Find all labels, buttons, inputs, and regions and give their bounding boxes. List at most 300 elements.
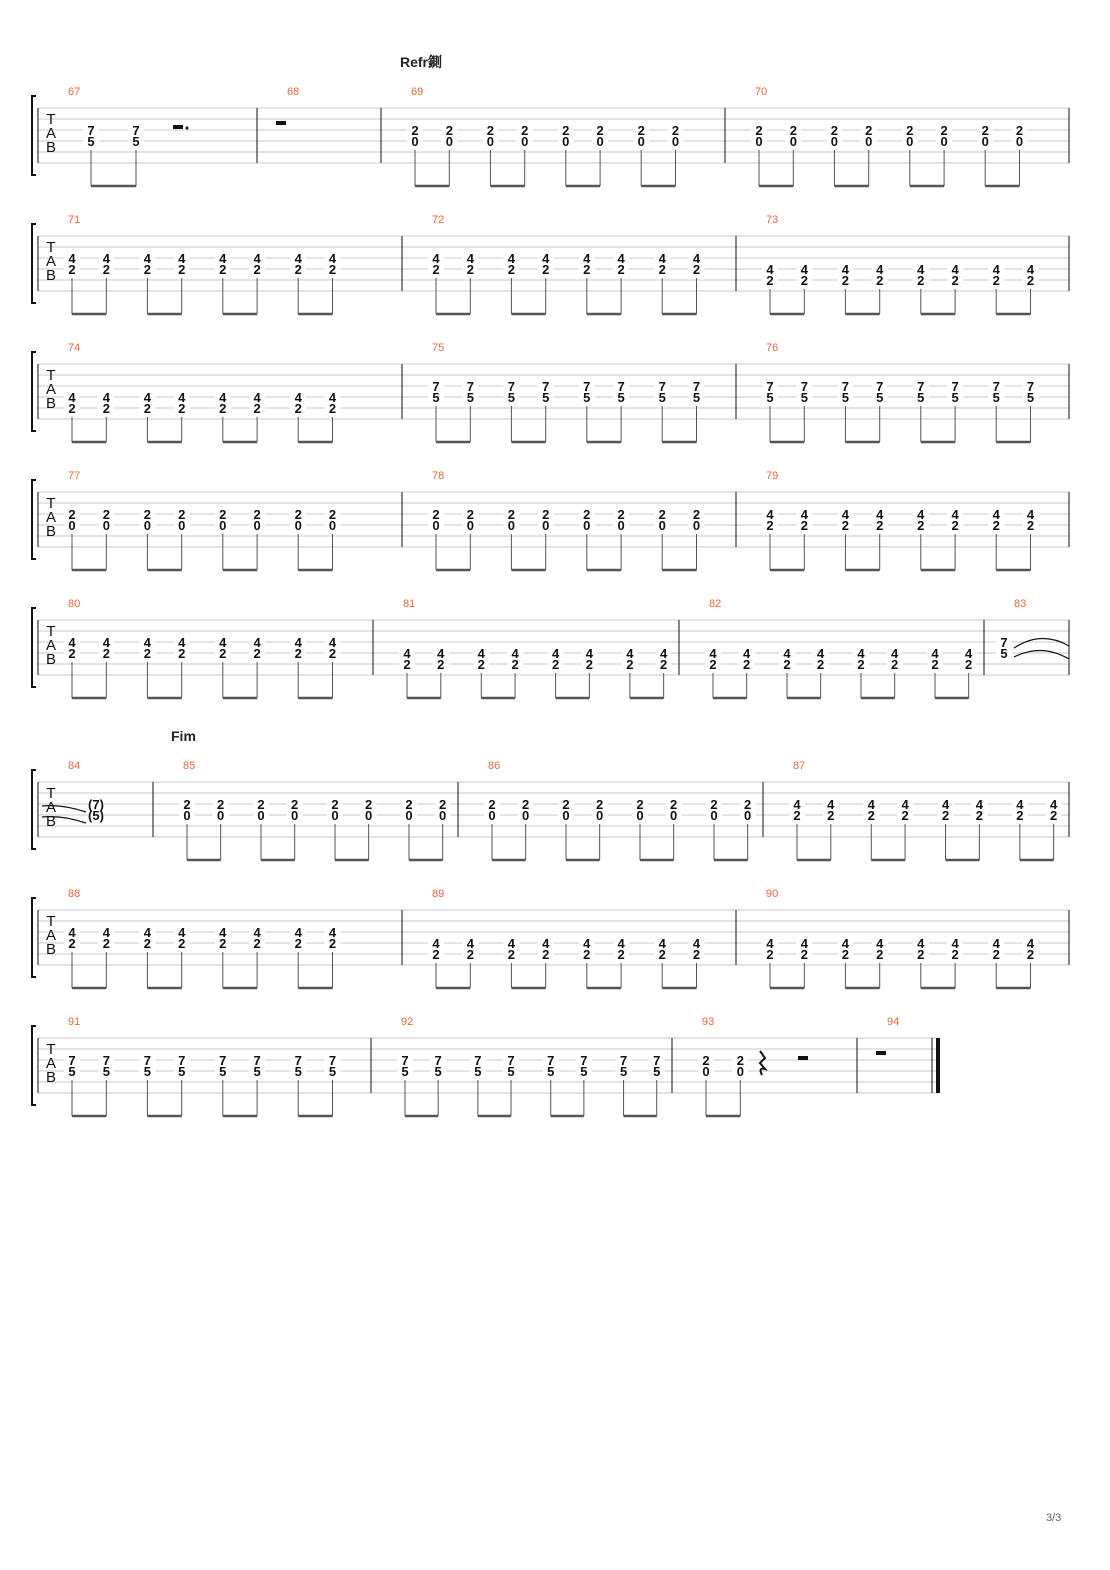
fret-number: 2 <box>511 657 519 672</box>
fret-number: 2 <box>981 123 989 138</box>
fret-number: 4 <box>992 262 1000 277</box>
fret-number: 4 <box>328 925 337 940</box>
tab-clef-letter: A <box>45 253 57 270</box>
half-rest <box>173 125 183 129</box>
fret-number: 0 <box>432 518 440 533</box>
fret-number: 4 <box>294 925 302 940</box>
measure-number: 87 <box>793 760 806 772</box>
fret-number: 2 <box>253 936 261 951</box>
half-rest <box>798 1056 808 1060</box>
fret-number: 2 <box>670 797 678 812</box>
fret-number: 2 <box>931 657 939 672</box>
fret-number: 2 <box>328 507 337 522</box>
fret-number: 2 <box>992 518 1000 533</box>
fret-number: 0 <box>522 808 530 823</box>
fret-number: 4 <box>511 646 519 661</box>
fret-number: 2 <box>671 123 680 138</box>
fret-number: 0 <box>183 808 191 823</box>
fret-number: 5 <box>547 1064 555 1079</box>
fret-number: 5 <box>401 1064 409 1079</box>
fret-number: 2 <box>766 947 774 962</box>
fret-number: 5 <box>876 390 884 405</box>
fret-number: 0 <box>562 134 570 149</box>
fret-number: 5 <box>580 1064 588 1079</box>
fret-number: 2 <box>219 507 227 522</box>
fret-number: 2 <box>876 518 884 533</box>
fret-number: 7 <box>542 379 550 394</box>
tab-clef-letter: B <box>45 651 57 668</box>
fret-number: 2 <box>583 947 591 962</box>
fret-number: 4 <box>466 251 474 266</box>
fret-number: 4 <box>585 646 593 661</box>
fret-number: 4 <box>1026 507 1035 522</box>
fret-number: 2 <box>975 808 983 823</box>
tab-clef-letter: B <box>45 1069 57 1086</box>
fret-number: 0 <box>1015 134 1024 149</box>
fret-number: 4 <box>253 390 261 405</box>
fret-number: 4 <box>692 936 701 951</box>
fret-number: 2 <box>841 273 850 288</box>
measure-number: 83 <box>1014 598 1027 610</box>
fret-number: 4 <box>68 390 76 405</box>
fret-number: 0 <box>596 808 604 823</box>
fret-number: 2 <box>658 947 666 962</box>
fret-number: 4 <box>178 925 186 940</box>
fret-number: 4 <box>102 390 110 405</box>
fret-number: 2 <box>583 507 591 522</box>
fret-number: 4 <box>841 936 850 951</box>
tab-clef-letter: T <box>46 111 56 128</box>
fret-number: 4 <box>143 925 152 940</box>
fret-number: 0 <box>445 134 453 149</box>
fret-number: 7 <box>328 1053 337 1068</box>
fret-number: 2 <box>830 123 839 138</box>
fret-number: 0 <box>521 134 529 149</box>
measure-number: 69 <box>411 86 424 98</box>
measure-number: 71 <box>68 214 81 226</box>
measure-number: 86 <box>488 760 501 772</box>
fret-number: 2 <box>710 797 718 812</box>
fret-number: 4 <box>143 251 152 266</box>
tab-clef-letter: B <box>45 813 57 830</box>
fret-number: 2 <box>766 518 774 533</box>
fret-number: 2 <box>466 262 474 277</box>
fret-number: 7 <box>658 379 666 394</box>
fret-number: 5 <box>841 390 850 405</box>
fret-number: 2 <box>437 657 445 672</box>
fret-number: 2 <box>294 401 302 416</box>
fret-number: 4 <box>1050 797 1058 812</box>
fret-number: 2 <box>68 401 76 416</box>
fret-number: 2 <box>1026 947 1035 962</box>
fret-number: 4 <box>507 936 516 951</box>
fret-number: 4 <box>253 635 261 650</box>
system-bracket <box>32 898 36 977</box>
fret-number: 2 <box>102 646 110 661</box>
fret-number: 5 <box>692 390 701 405</box>
fret-number: 4 <box>583 251 591 266</box>
fret-number: 2 <box>219 262 227 277</box>
fret-number: 0 <box>486 134 495 149</box>
fret-number: 2 <box>800 947 808 962</box>
fret-number: 4 <box>800 936 808 951</box>
fret-number: 2 <box>432 262 440 277</box>
fret-number: 5 <box>434 1064 442 1079</box>
fret-number: 2 <box>405 797 413 812</box>
fret-number: 2 <box>178 507 186 522</box>
tie-arc <box>1014 650 1069 659</box>
measure-number: 74 <box>68 342 81 354</box>
fret-number: 7 <box>434 1053 442 1068</box>
fret-number: 2 <box>521 123 529 138</box>
fret-number: 2 <box>793 808 801 823</box>
fret-number: 4 <box>841 262 850 277</box>
fret-number: 2 <box>488 797 496 812</box>
fret-number: 4 <box>253 251 261 266</box>
fret-number: 4 <box>800 262 808 277</box>
fret-number: 4 <box>328 251 337 266</box>
fret-number: 2 <box>709 657 717 672</box>
fret-number: 0 <box>411 134 419 149</box>
fret-number: 7 <box>143 1053 152 1068</box>
tab-clef-letter: B <box>45 395 57 412</box>
measure-number: 70 <box>755 86 768 98</box>
fret-number: 7 <box>992 379 1000 394</box>
fret-number: 2 <box>865 123 873 138</box>
fret-number: 2 <box>445 123 453 138</box>
fret-number: 2 <box>507 507 516 522</box>
tab-clef-letter: A <box>45 125 57 142</box>
measure-number: 88 <box>68 888 81 900</box>
fret-number: 2 <box>328 936 337 951</box>
tab-clef-letter: B <box>45 941 57 958</box>
fret-number: 5 <box>253 1064 261 1079</box>
fret-number: 2 <box>102 401 110 416</box>
measure-number: 72 <box>432 214 445 226</box>
whole-rest <box>276 121 286 125</box>
fret-number: 7 <box>507 1053 515 1068</box>
fret-number: 0 <box>68 518 76 533</box>
fret-number: 4 <box>766 262 774 277</box>
fret-number: 4 <box>551 646 560 661</box>
fret-number: 0 <box>830 134 839 149</box>
fret-number: 2 <box>365 797 373 812</box>
fret-number: 7 <box>253 1053 261 1068</box>
fret-number: 5 <box>766 390 774 405</box>
fret-number: 4 <box>965 646 973 661</box>
measure-number: 67 <box>68 86 81 98</box>
fret-number: 7 <box>766 379 774 394</box>
fret-number: 7 <box>102 1053 110 1068</box>
fret-number: 0 <box>562 808 570 823</box>
fret-number: 0 <box>637 134 645 149</box>
measure-number: 82 <box>709 598 722 610</box>
fret-number: 4 <box>975 797 983 812</box>
fret-number: 7 <box>401 1053 409 1068</box>
fret-number: 0 <box>940 134 948 149</box>
fret-number: 2 <box>507 947 516 962</box>
fret-number: 2 <box>917 273 925 288</box>
tab-clef-letter: T <box>46 913 56 930</box>
fret-number: (5) <box>88 808 104 823</box>
fret-number: 5 <box>68 1064 76 1079</box>
fret-number: 4 <box>709 646 717 661</box>
fret-number: 2 <box>178 401 186 416</box>
fret-number: 4 <box>931 646 939 661</box>
fret-number: 4 <box>68 925 76 940</box>
fret-number: 2 <box>68 507 76 522</box>
fret-number: 5 <box>294 1064 302 1079</box>
fret-number: 5 <box>653 1064 661 1079</box>
tab-clef-letter: T <box>46 623 56 640</box>
fret-number: 2 <box>432 947 440 962</box>
measure-number: 94 <box>887 1016 900 1028</box>
fret-number: 0 <box>365 808 373 823</box>
fret-number: 4 <box>617 936 625 951</box>
fret-number: 5 <box>617 390 625 405</box>
tab-clef-letter: A <box>45 637 57 654</box>
fret-number: 2 <box>941 808 950 823</box>
fret-number: 4 <box>219 251 227 266</box>
fret-number: 2 <box>178 936 186 951</box>
fret-number: 4 <box>432 936 440 951</box>
measure-number: 85 <box>183 760 196 772</box>
fret-number: 2 <box>617 507 625 522</box>
fret-number: 0 <box>291 808 299 823</box>
fret-number: 0 <box>488 808 496 823</box>
fret-number: 2 <box>178 262 186 277</box>
fret-number: 2 <box>940 123 948 138</box>
fret-number: 5 <box>328 1064 337 1079</box>
fret-number: 2 <box>658 507 666 522</box>
fret-number: 4 <box>917 936 925 951</box>
fret-number: 2 <box>951 947 959 962</box>
fret-number: 0 <box>617 518 625 533</box>
fret-number: (7) <box>88 797 104 812</box>
fret-number: 4 <box>658 251 666 266</box>
fret-number: 2 <box>486 123 495 138</box>
fret-number: 2 <box>755 123 763 138</box>
fret-number: 4 <box>617 251 625 266</box>
fret-number: 0 <box>102 518 110 533</box>
fret-number: 2 <box>876 273 884 288</box>
fret-number: 2 <box>965 657 973 672</box>
fret-number: 4 <box>626 646 634 661</box>
fret-number: 7 <box>1000 635 1008 650</box>
fret-number: 4 <box>294 635 302 650</box>
fret-number: 2 <box>143 507 152 522</box>
measure-number: 76 <box>766 342 779 354</box>
measure-number: 75 <box>432 342 445 354</box>
tab-clef-letter: B <box>45 267 57 284</box>
fret-number: 4 <box>102 251 110 266</box>
fret-number: 2 <box>507 262 516 277</box>
measure-number: 84 <box>68 760 81 772</box>
system-bracket <box>32 770 36 849</box>
fret-number: 2 <box>917 518 925 533</box>
fret-number: 2 <box>800 518 808 533</box>
fret-number: 7 <box>1026 379 1035 394</box>
fret-number: 0 <box>217 808 225 823</box>
fret-number: 0 <box>865 134 873 149</box>
fret-number: 0 <box>755 134 763 149</box>
fret-number: 7 <box>951 379 959 394</box>
fret-number: 4 <box>827 797 835 812</box>
fret-number: 0 <box>702 1064 710 1079</box>
fret-number: 2 <box>477 657 485 672</box>
fret-number: 2 <box>841 947 850 962</box>
tab-clef-letter: T <box>46 239 56 256</box>
fret-number: 2 <box>143 262 152 277</box>
fret-number: 0 <box>257 808 265 823</box>
fret-number: 7 <box>653 1053 661 1068</box>
fret-number: 5 <box>619 1064 628 1079</box>
fret-number: 2 <box>328 401 337 416</box>
fret-number: 4 <box>466 936 474 951</box>
fret-number: 0 <box>253 518 261 533</box>
fret-number: 2 <box>867 808 875 823</box>
fret-number: 2 <box>68 646 76 661</box>
fret-number: 7 <box>583 379 591 394</box>
tie-arc <box>1014 638 1069 648</box>
fret-number: 4 <box>817 646 825 661</box>
system-bracket <box>32 1026 36 1105</box>
fret-number: 7 <box>68 1053 76 1068</box>
fret-number: 4 <box>1026 262 1035 277</box>
fret-number: 4 <box>294 390 302 405</box>
tab-clef-letter: A <box>45 509 57 526</box>
fret-number: 5 <box>800 390 808 405</box>
fret-number: 5 <box>542 390 550 405</box>
system-bracket <box>32 224 36 303</box>
fret-number: 5 <box>102 1064 110 1079</box>
fret-number: 2 <box>692 507 701 522</box>
fret-number: 4 <box>178 251 186 266</box>
fret-number: 0 <box>671 134 680 149</box>
fret-number: 0 <box>583 518 591 533</box>
fret-number: 4 <box>891 646 899 661</box>
measure-number: 73 <box>766 214 779 226</box>
fret-number: 7 <box>219 1053 227 1068</box>
rest-dot <box>186 127 189 130</box>
fret-number: 2 <box>951 518 959 533</box>
measure-number: 80 <box>68 598 81 610</box>
fret-number: 4 <box>219 390 227 405</box>
fret-number: 2 <box>766 273 774 288</box>
fret-number: 5 <box>917 390 925 405</box>
fret-number: 2 <box>253 401 261 416</box>
fret-number: 2 <box>992 947 1000 962</box>
fret-number: 2 <box>294 936 302 951</box>
fret-number: 4 <box>793 797 801 812</box>
fret-number: 2 <box>917 947 925 962</box>
fret-number: 5 <box>1000 646 1008 661</box>
fret-number: 4 <box>951 507 959 522</box>
fret-number: 4 <box>876 262 884 277</box>
fret-number: 2 <box>800 273 808 288</box>
system-bracket <box>32 480 36 559</box>
section-label: Fim <box>171 728 196 744</box>
fret-number: 2 <box>102 936 110 951</box>
fret-number: 4 <box>403 646 411 661</box>
fret-number: 0 <box>906 134 914 149</box>
fret-number: 0 <box>405 808 413 823</box>
fret-number: 7 <box>547 1053 555 1068</box>
measure-number: 90 <box>766 888 779 900</box>
fret-number: 2 <box>736 1053 744 1068</box>
fret-number: 2 <box>294 646 302 661</box>
fret-number: 5 <box>132 134 140 149</box>
fret-number: 2 <box>294 507 302 522</box>
fret-number: 2 <box>219 936 227 951</box>
fret-number: 4 <box>102 925 110 940</box>
tab-clef-letter: T <box>46 785 56 802</box>
tab-clef-letter: A <box>45 799 57 816</box>
page-number: 3/3 <box>1046 1512 1062 1524</box>
fret-number: 7 <box>800 379 808 394</box>
tab-clef-letter: B <box>45 523 57 540</box>
fret-number: 2 <box>253 262 261 277</box>
fret-number: 2 <box>143 646 152 661</box>
measure-number: 81 <box>403 598 416 610</box>
fret-number: 2 <box>901 808 909 823</box>
fret-number: 2 <box>906 123 914 138</box>
fret-number: 0 <box>692 518 701 533</box>
fret-number: 2 <box>562 123 570 138</box>
fret-number: 2 <box>542 947 550 962</box>
fret-number: 2 <box>692 947 701 962</box>
fret-number: 0 <box>542 518 550 533</box>
fret-number: 2 <box>783 657 791 672</box>
fret-number: 4 <box>951 936 959 951</box>
fret-number: 4 <box>219 635 227 650</box>
fret-number: 2 <box>857 657 865 672</box>
fret-number: 7 <box>466 379 474 394</box>
fret-number: 7 <box>917 379 925 394</box>
fret-number: 0 <box>789 134 797 149</box>
fret-number: 2 <box>257 797 265 812</box>
fret-number: 2 <box>183 797 191 812</box>
fret-number: 0 <box>658 518 666 533</box>
fret-number: 2 <box>841 518 850 533</box>
fret-number: 4 <box>178 635 186 650</box>
fret-number: 4 <box>102 635 110 650</box>
measure-number: 92 <box>401 1016 414 1028</box>
fret-number: 4 <box>992 936 1000 951</box>
fret-number: 2 <box>596 123 604 138</box>
fret-number: 0 <box>294 518 302 533</box>
fret-number: 2 <box>328 646 337 661</box>
fret-number: 4 <box>743 646 751 661</box>
fret-number: 2 <box>583 262 591 277</box>
fret-number: 5 <box>143 1064 152 1079</box>
tab-clef-letter: B <box>45 139 57 156</box>
fret-number: 7 <box>132 123 140 138</box>
fret-number: 2 <box>660 657 668 672</box>
fret-number: 2 <box>522 797 530 812</box>
fret-number: 7 <box>617 379 625 394</box>
measure-number: 79 <box>766 470 779 482</box>
tab-clef-letter: T <box>46 367 56 384</box>
fret-number: 2 <box>219 646 227 661</box>
fret-number: 2 <box>1015 123 1024 138</box>
fret-number: 4 <box>432 251 440 266</box>
fret-number: 5 <box>219 1064 227 1079</box>
fret-number: 2 <box>617 262 625 277</box>
fret-number: 2 <box>403 657 411 672</box>
fret-number: 2 <box>951 273 959 288</box>
fret-number: 2 <box>219 401 227 416</box>
